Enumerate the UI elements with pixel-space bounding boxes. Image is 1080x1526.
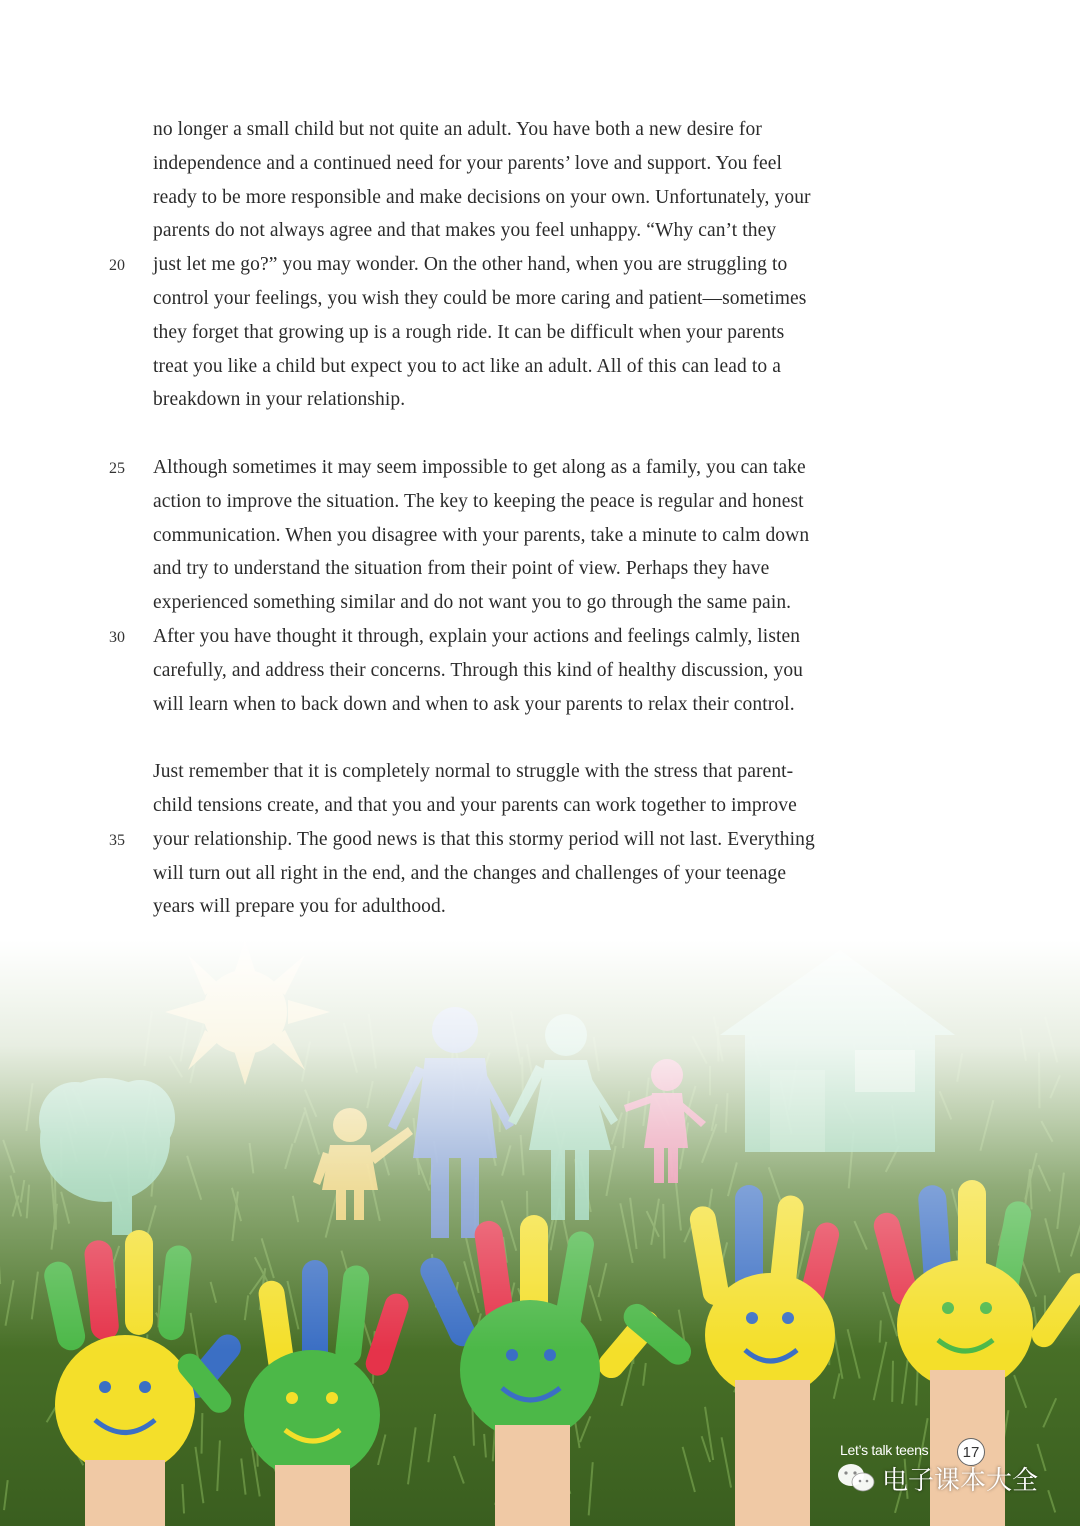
watermark-text: 电子课本大全 xyxy=(882,1465,1039,1496)
text-line: action to improve the situation. The key to keeping the peace is regular and honest xyxy=(153,490,804,512)
text-line: carefully, and address their concerns. Through this kind of healthy discussion, you xyxy=(153,659,804,681)
text-line: will learn when to back down and when to ask your parents to relax their control. xyxy=(153,693,795,715)
text-line: Although sometimes it may seem impossible to get along as a family, you can take xyxy=(153,457,806,478)
text-line: no longer a small child but not quite an adult. You have both a new desire for xyxy=(153,119,762,140)
top-fade-overlay xyxy=(0,940,1080,1526)
page-number: 17 xyxy=(957,1438,985,1466)
text-line: years will prepare you for adulthood. xyxy=(153,896,446,918)
text-line: ready to be more responsible and make decisions on your own. Unfortunately, your xyxy=(153,186,811,208)
text-line: treat you like a child but expect you to act like an adult. All of this can lead to a xyxy=(153,355,781,377)
family-hands-illustration xyxy=(0,940,1080,1526)
text-line: breakdown in your relationship. xyxy=(153,389,406,411)
text-line: experienced something similar and do not want you to go through the same pain. xyxy=(153,592,792,614)
text-line: child tensions create, and that you and your parents can work together to improve xyxy=(153,795,797,816)
text-line: independence and a continued need for your parents’ love and support. You feel xyxy=(153,152,783,174)
watermark xyxy=(836,1458,1038,1498)
text-line: and try to understand the situation from their point of view. Perhaps they have xyxy=(153,558,770,580)
text-line: parents do not always agree and that makes you feel unhappy. “Why can’t they xyxy=(153,220,777,242)
text-line: communication. When you disagree with your parents, take a minute to calm down xyxy=(153,524,810,546)
text-line: they forget that growing up is a rough ride. It can be difficult when your parents xyxy=(153,321,785,343)
text-line: just let me go?” you may wonder. On the other hand, when you are struggling to xyxy=(153,254,788,276)
illustration-svg xyxy=(0,940,1080,1526)
line-number: 20 xyxy=(109,257,125,275)
book-title: Let’s talk teens xyxy=(840,1442,929,1458)
line-number: 35 xyxy=(109,831,125,849)
line-number: 25 xyxy=(109,460,125,477)
wechat-icon xyxy=(836,1461,876,1495)
text-line: control your feelings, you wish they could be more caring and patient—sometimes xyxy=(153,288,807,309)
text-line: your relationship. The good news is that this stormy period will not last. Everything xyxy=(153,828,815,850)
text-line: will turn out all right in the end, and the changes and challenges of your teenage xyxy=(153,862,787,884)
line-number: 30 xyxy=(109,629,125,646)
text-line: Just remember that it is completely normal to struggle with the stress that parent- xyxy=(153,761,794,783)
text-line: After you have thought it through, explain your actions and feelings calmly, listen xyxy=(153,626,801,647)
